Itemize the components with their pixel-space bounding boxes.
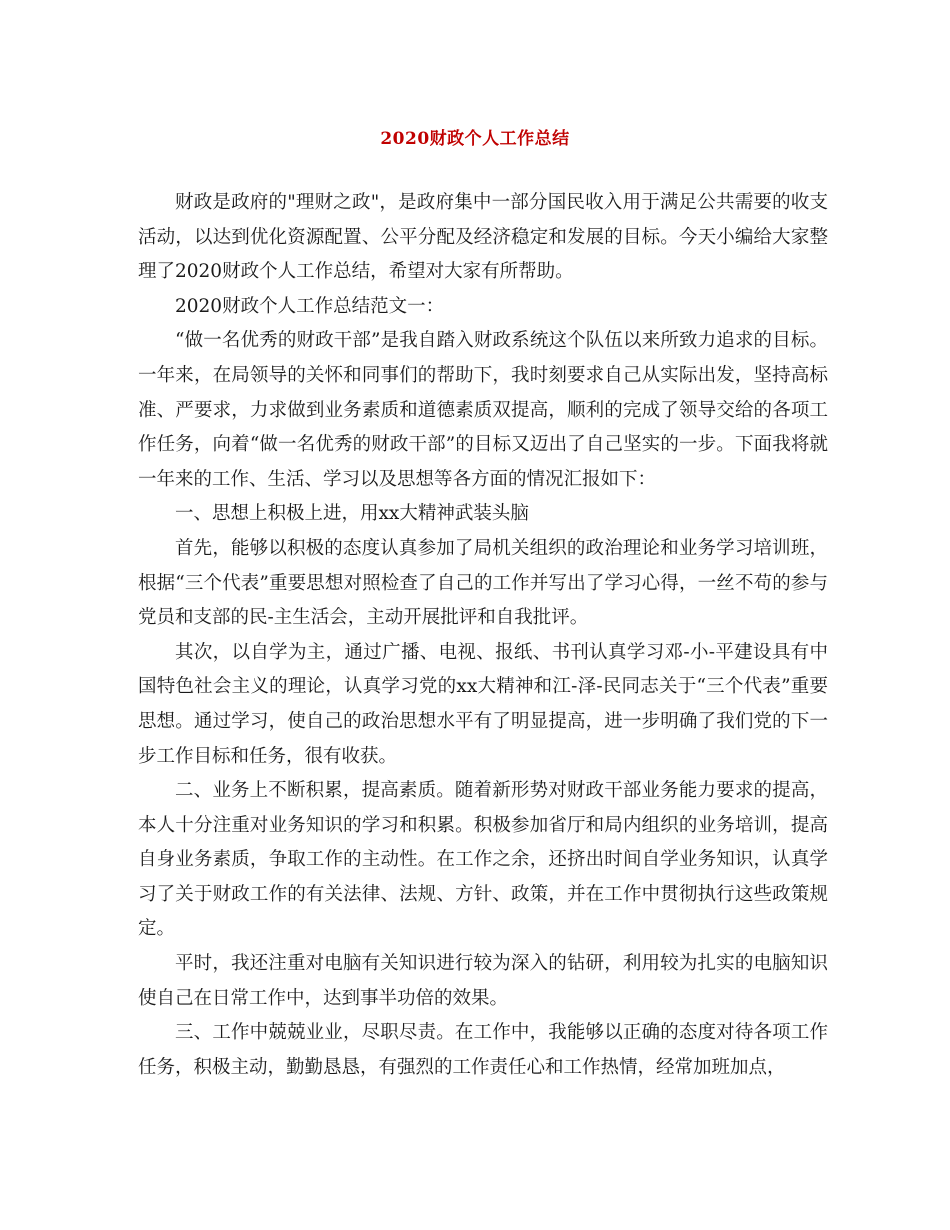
paragraph-sample-heading: 2020财政个人工作总结范文一： <box>175 295 445 317</box>
paragraph-first: 首先，能够以积极的态度认真参加了局机关组织的政治理论和业务学习培训班，根据“三个代表”重要思想对照检查了自己的工作并写出了学习心得，一丝不苟的参与党员和支部的民-主生活会，主动开展批评和自我批评。 <box>138 537 828 629</box>
paragraph-goal: “做一名优秀的财政干部”是我自踏入财政系统这个队伍以来所致力追求的目标。一年来，在局领导的关怀和同事们的帮助下，我时刻要求自己从实际出发，坚持高标准、严要求，力求做到业务素质和道德素质双提高，顺利的完成了领导交给的各项工作任务，向着“做一名优秀的财政干部”的目标又迈出了自己坚实的一步。下面我将就一年来的工作、生活、学习以及思想等各方面的情况汇报如下： <box>138 330 828 490</box>
section-heading-thought: 一、思想上积极上进，用xx大精神武装头脑 <box>175 503 529 525</box>
paragraph-intro: 财政是政府的"理财之政"，是政府集中一部分国民收入用于满足公共需要的收支活动，以达到优化资源配置、公平分配及经济稳定和发展的目标。今天小编给大家整理了2020财政个人工作总结，希望对大家有所帮助。 <box>138 192 828 283</box>
paragraph-second: 其次，以自学为主，通过广播、电视、报纸、书刊认真学习邓-小-平建设具有中国特色社会主义的理论，认真学习党的xx大精神和江-泽-民同志关于“三个代表”重要思想。通过学习，使自己的政治思想水平有了明显提高，进一步明确了我们党的下一步工作目标和任务，很有收获。 <box>138 641 828 767</box>
document-title: 2020财政个人工作总结 <box>380 129 570 149</box>
paragraph-computer: 平时，我还注重对电脑有关知识进行较为深入的钻研，利用较为扎实的电脑知识使自己在日常工作中，达到事半功倍的效果。 <box>138 953 828 1009</box>
paragraph-work: 三、工作中兢兢业业，尽职尽责。在工作中，我能够以正确的态度对待各项工作任务，积极主动，勤勤恳恳，有强烈的工作责任心和工作热情，经常加班加点， <box>138 1022 828 1078</box>
document-body <box>138 186 828 1085</box>
paragraph-business: 二、业务上不断积累，提高素质。随着新形势对财政干部业务能力要求的提高，本人十分注重对业务知识的学习和积累。积极参加省厅和局内组织的业务培训，提高自身业务素质，争取工作的主动性。在工作之余，还挤出时间自学业务知识，认真学习了关于财政工作的有关法律、法规、方针、政策，并在工作中贯彻执行这些政策规定。 <box>138 780 828 940</box>
